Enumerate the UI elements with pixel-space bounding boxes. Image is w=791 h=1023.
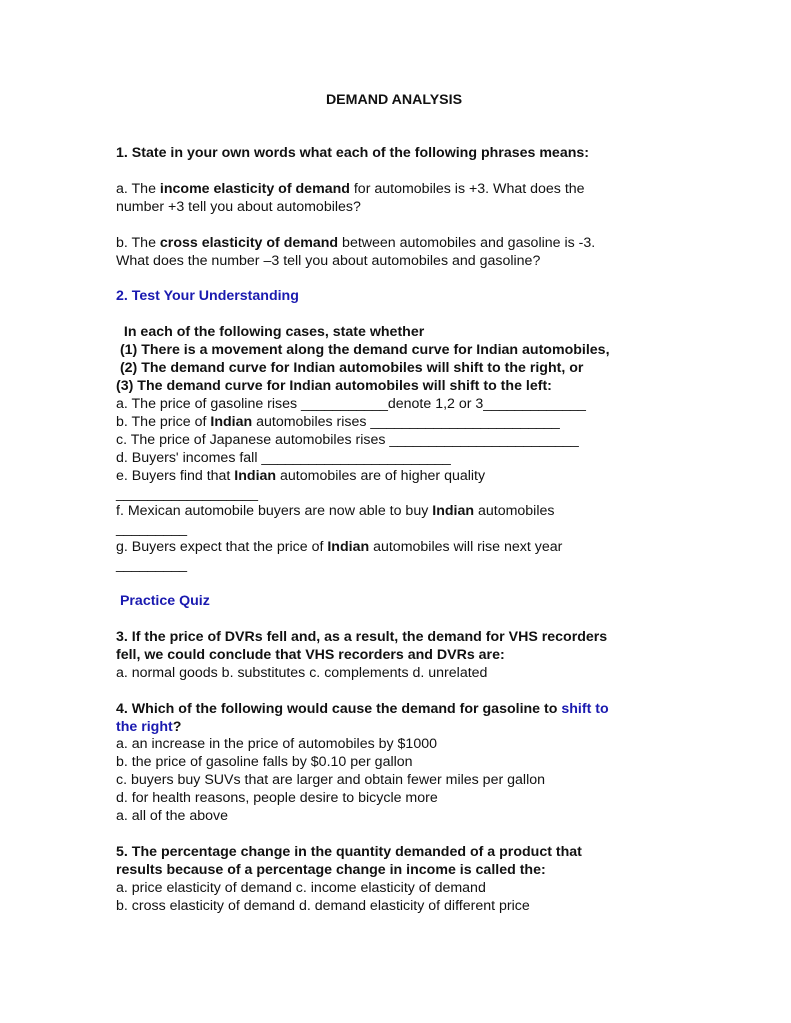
question-5-options-1: a. price elasticity of demand c. income elasticity of demand <box>116 879 486 896</box>
question-2e: e. Buyers find that Indian automobiles are of higher quality <box>116 467 486 484</box>
question-1b-line2: What does the number –3 tell you about automobiles and gasoline? <box>116 252 541 269</box>
question-3-line1: 3. If the price of DVRs fell and, as a result, the demand for VHS recorders <box>116 628 608 645</box>
question-4-line1: 4. Which of the following would cause the demand for gasoline to shift to <box>116 700 609 717</box>
question-4-option-d: d. for health reasons, people desire to bicycle more <box>116 790 438 807</box>
question-5-line2: results because of a percentage change in income is called the: <box>116 861 546 878</box>
question-2-heading: 2. Test Your Understanding <box>116 288 299 305</box>
question-2c: c. The price of Japanese automobiles rises ________________________ <box>116 431 579 448</box>
question-5-options-2: b. cross elasticity of demand d. demand elasticity of different price <box>116 897 530 914</box>
question-2e-blank: __________________ <box>116 485 259 502</box>
question-2-intro-3: (2) The demand curve for Indian automobiles will shift to the right, or <box>116 360 584 377</box>
question-4-option-a: a. an increase in the price of automobiles by $1000 <box>116 736 437 753</box>
question-4-line2: the right? <box>116 718 182 735</box>
question-2f-blank: _________ <box>116 521 188 538</box>
question-2d: d. Buyers' incomes fall ________________________ <box>116 449 451 466</box>
question-1-heading: 1. State in your own words what each of the following phrases means: <box>116 144 589 161</box>
question-2a: a. The price of gasoline rises ___________denote 1,2 or 3_____________ <box>116 395 586 412</box>
question-1a: a. The income elasticity of demand for automobiles is +3. What does the <box>116 180 585 197</box>
question-2-intro-2: (1) There is a movement along the demand curve for Indian automobiles, <box>116 342 610 359</box>
question-2g-blank: _________ <box>116 557 188 574</box>
question-1b: b. The cross elasticity of demand between automobiles and gasoline is -3. <box>116 234 596 251</box>
question-1a-line2: number +3 tell you about automobiles? <box>116 198 361 215</box>
question-5-line1: 5. The percentage change in the quantity demanded of a product that <box>116 844 582 860</box>
question-2-intro-1: In each of the following cases, state whether <box>116 324 425 341</box>
document-page <box>116 92 676 916</box>
question-2f: f. Mexican automobile buyers are now able to buy Indian automobiles <box>116 503 555 520</box>
question-4-option-b: b. the price of gasoline falls by $0.10 per gallon <box>116 754 413 771</box>
document-title: DEMAND ANALYSIS <box>325 92 463 108</box>
question-4-option-c: c. buyers buy SUVs that are larger and obtain fewer miles per gallon <box>116 772 545 789</box>
question-2-intro-4: (3) The demand curve for Indian automobiles will shift to the left: <box>116 378 552 395</box>
question-3-options: a. normal goods b. substitutes c. complements d. unrelated <box>116 664 488 681</box>
question-2g: g. Buyers expect that the price of Indian automobiles will rise next year <box>116 539 563 556</box>
question-2b: b. The price of Indian automobiles rises ________________________ <box>116 413 560 430</box>
question-4-option-e: a. all of the above <box>116 808 229 825</box>
question-3-line2: fell, we could conclude that VHS recorders and DVRs are: <box>116 646 505 663</box>
practice-quiz-heading: Practice Quiz <box>116 593 210 610</box>
